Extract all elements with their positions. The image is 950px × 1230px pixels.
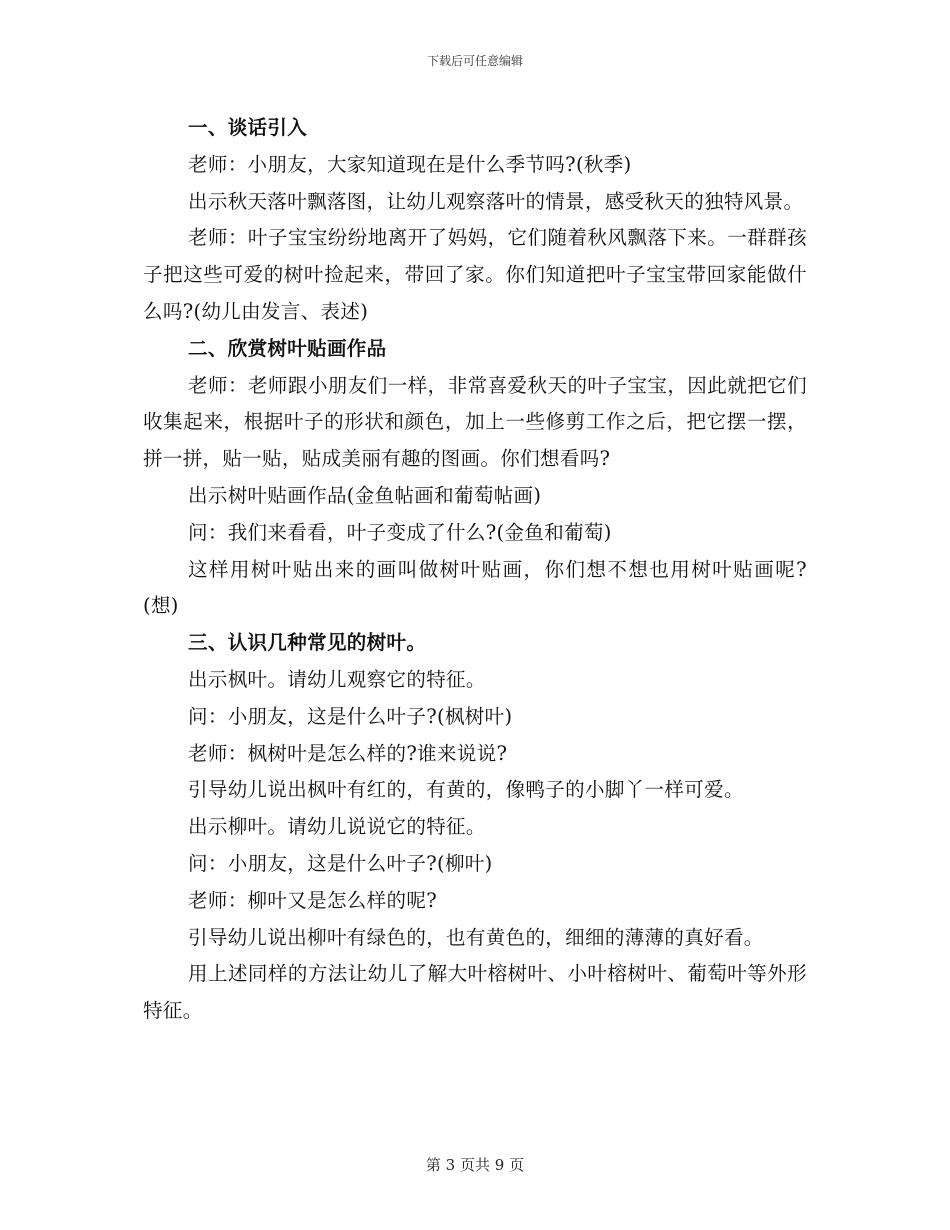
paragraph: 问：我们来看看，叶子变成了什么?(金鱼和葡萄)	[188, 520, 612, 544]
paragraph: 问：小朋友，这是什么叶子?(枫树叶)	[188, 704, 513, 728]
paragraph: 老师：老师跟小朋友们一样，非常喜爱秋天的叶子宝宝，因此就把它们收集起来，根据叶子的形状和颜色，加上一些修剪工作之后，把它摆一摆，拼一拼，贴一贴，贴成美丽有趣的图画。你们想看吗?	[143, 373, 807, 471]
paragraph: 引导幼儿说出柳叶有绿色的，也有黄色的，细细的薄薄的真好看。	[188, 925, 764, 949]
paragraph: 引导幼儿说出枫叶有红的，有黄的，像鸭子的小脚丫一样可爱。	[188, 778, 744, 802]
paragraph: 出示树叶贴画作品(金鱼帖画和葡萄帖画)	[188, 483, 542, 507]
paragraph: 出示柳叶。请幼儿说说它的特征。	[188, 815, 486, 839]
paragraph: 这样用树叶贴出来的画叫做树叶贴画，你们想不想也用树叶贴画呢?(想)	[143, 557, 807, 618]
paragraph: 出示秋天落叶飘落图，让幼儿观察落叶的情景，感受秋天的独特风景。	[188, 189, 804, 213]
paragraph: 出示枫叶。请幼儿观察它的特征。	[188, 667, 486, 691]
paragraph: 问：小朋友，这是什么叶子?(柳叶)	[188, 851, 493, 875]
paragraph: 老师：小朋友，大家知道现在是什么季节吗?(秋季)	[188, 152, 632, 176]
paragraph: 老师：枫树叶是怎么样的?谁来说说?	[188, 741, 508, 765]
paragraph: 老师：叶子宝宝纷纷地离开了妈妈，它们随着秋风飘落下来。一群群孩子把这些可爱的树叶捡起来，带回了家。你们知道把叶子宝宝带回家能做什么吗?(幼儿由发言、表述)	[143, 226, 807, 323]
paragraph: 老师：柳叶又是怎么样的呢?	[188, 888, 438, 912]
document-body	[143, 110, 807, 1030]
paragraph: 用上述同样的方法让幼儿了解大叶榕树叶、小叶榕树叶、葡萄叶等外形特征。	[143, 962, 807, 1023]
section-heading: 三、认识几种常见的树叶。	[188, 631, 427, 655]
section-heading: 一、谈话引入	[188, 116, 308, 139]
page-header: 下载后可任意编辑	[426, 54, 523, 68]
section-heading: 二、欣赏树叶贴画作品	[188, 336, 387, 360]
page-footer: 第 3 页共 9 页	[425, 1156, 525, 1174]
